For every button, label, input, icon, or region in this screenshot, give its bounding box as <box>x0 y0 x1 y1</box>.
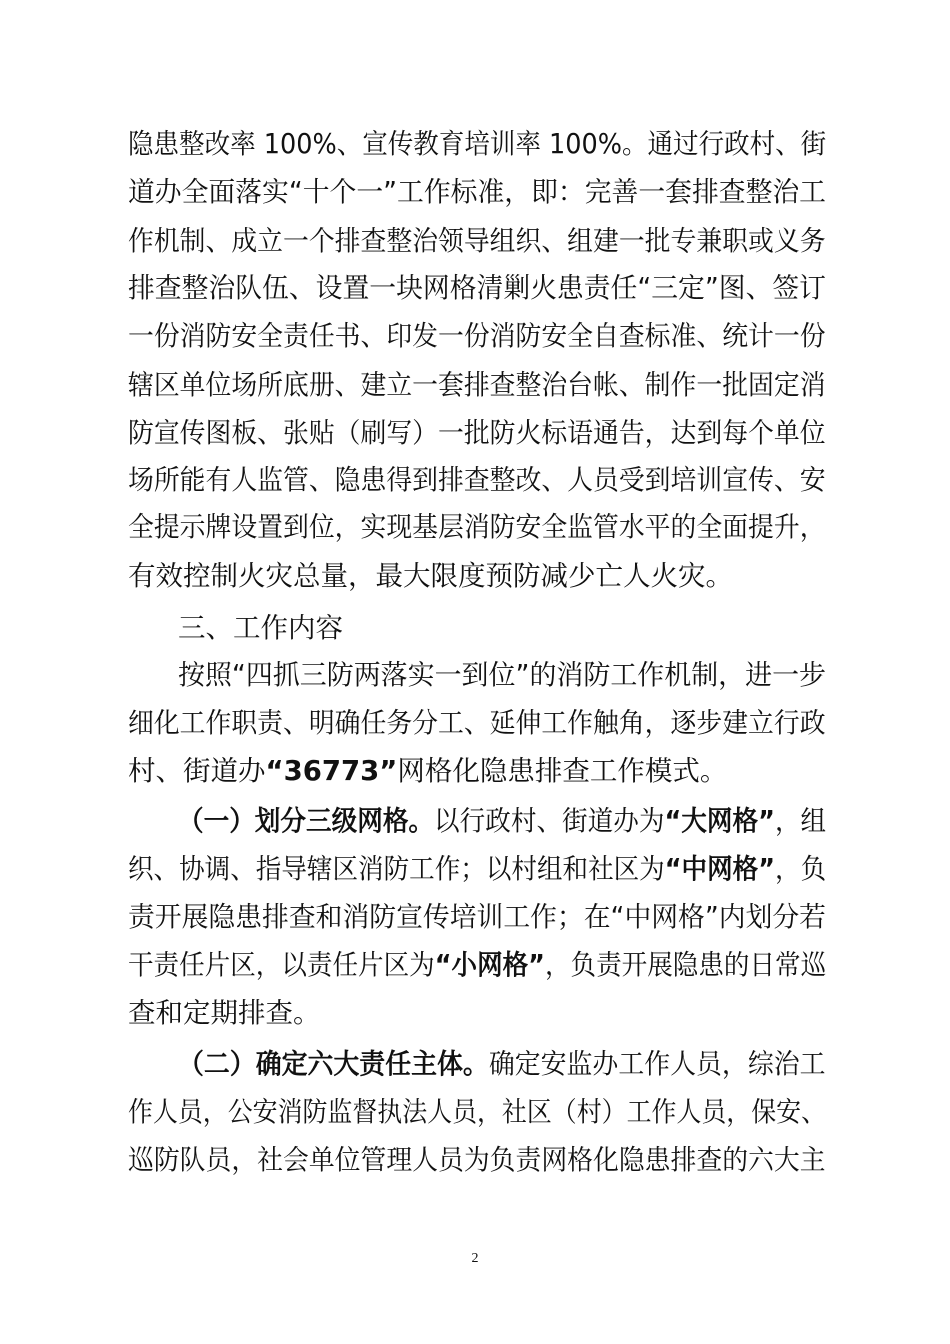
bold-text: （二）确定六大责任主体。 <box>178 1048 489 1080</box>
text-run: 网格化隐患排查工作模式。 <box>397 755 728 787</box>
text-line: 排查整治队伍、设置一块网格清剿火患责任“三定”图、签订 <box>128 272 826 304</box>
text-run: ，组 <box>774 805 827 837</box>
text-line: 防宣传图板、张贴（刷写）一批防火标语通告，达到每个单位 <box>128 417 826 449</box>
text-line: 作机制、成立一个排查整治领导组织、组建一批专兼职或义务 <box>128 225 826 257</box>
text-run: 织、协调、指导辖区消防工作；以村组和社区为 <box>128 853 665 885</box>
text-line: 巡防队员，社会单位管理人员为负责网格化隐患排查的六大主 <box>128 1144 826 1176</box>
text-line: 作人员，公安消防监督执法人员，社区（村）工作人员，保安、 <box>128 1096 826 1128</box>
text-line: 责开展隐患排查和消防宣传培训工作；在“中网格”内划分若 <box>128 901 826 933</box>
text-line <box>128 845 826 893</box>
text-line: 有效控制火灾总量，最大限度预防减少亡人火灾。 <box>128 560 733 592</box>
text-line: 场所能有人监管、隐患得到排查整改、人员受到培训宣传、安 <box>128 464 826 496</box>
text-line: 隐患整改率 100%、宣传教育培训率 100%。通过行政村、街 <box>128 128 827 160</box>
text-line: 按照“四抓三防两落实一到位”的消防工作机制，进一步 <box>178 659 826 691</box>
bold-text: （一）划分三级网格。 <box>178 805 435 837</box>
text-run: 村、街道办 <box>128 755 266 787</box>
page-number: 2 <box>471 1251 479 1266</box>
bold-text: “36773” <box>265 755 398 787</box>
text-run: 确定安监办工作人员，综治工 <box>488 1048 826 1080</box>
text-line <box>178 1040 826 1088</box>
text-line: 三、工作内容 <box>178 612 343 644</box>
text-line: 道办全面落实“十个一”工作标准，即：完善一套排查整治工 <box>128 176 826 208</box>
text-line <box>128 941 826 989</box>
text-line: 全提示牌设置到位，实现基层消防安全监管水平的全面提升， <box>128 511 826 543</box>
text-run: ，负责开展隐患的日常巡 <box>544 949 827 981</box>
text-run: ，负 <box>775 853 827 885</box>
bold-text: “大网格” <box>664 805 775 837</box>
bold-text: “中网格” <box>664 853 776 885</box>
text-line: 一份消防安全责任书、印发一份消防安全自查标准、统计一份 <box>128 320 826 352</box>
text-run: 以行政村、街道办为 <box>434 805 665 837</box>
text-line <box>178 797 826 845</box>
text-run: 干责任片区，以责任片区为 <box>128 949 435 981</box>
text-line <box>128 747 727 795</box>
text-line: 辖区单位场所底册、建立一套排查整治台帐、制作一批固定消 <box>128 369 826 401</box>
text-line: 细化工作职责、明确任务分工、延伸工作触角，逐步建立行政 <box>128 707 826 739</box>
text-line: 查和定期排查。 <box>128 997 321 1029</box>
bold-text: “小网格” <box>434 949 545 981</box>
